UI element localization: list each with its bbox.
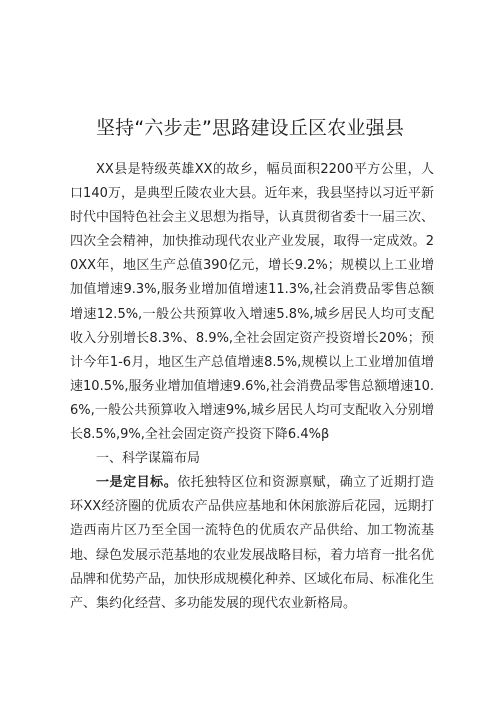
goal-paragraph [70,471,434,616]
intro-paragraph: XX县是特级英雄XX的故乡，幅员面积2200平方公里，人口140万，是典型丘陵农业大县。近年来，我县坚持以习近平新时代中国特色社会主义思想为指导，认真贯彻省委十一届三次、四次全会精神，加快推动现代农业产业发展，取得一定成效。20XX年，地区生产总值390亿元，增长9.2%；规模以上工业增加值增速9.3%,服务业增加值增速11.3%,社会消费品零售总额增速12.5%,一般公共预算收入增速5.8%,城乡居民人均可支配收入分别增长8.3%、8.9%,全社会固定资产投资增长20%；预计今年1-6月，地区生产总值增速8.5%,规模以上工业增加值增速10.5%,服务业增加值增速9.6%,社会消费品零售总额增速10.6%,一般公共预算收入增速9%,城乡居民人均可支配收入分别增长8.5%,9%,全社会固定资产投资下降6.4%β [70,162,435,443]
document-body [70,158,434,616]
goal-lead-text: 一是定目标。 [96,475,178,491]
goal-body-text: 依托独特区位和资源禀赋，确立了近期打造环XX经济圈的优质农产品供应基地和休闲旅游后花园，远期打造西南片区乃至全国一流特色的优质农产品供给、加工物流基地、绿色发展示范基地的农业发展战略目标，着力培育一批名优品牌和优势产品，加快形成规模化种养、区域化布局、标准化生产、集约化经营、多功能发展的现代农业新格局。 [70,475,435,611]
document-title: 坚持“六步走”思路建设丘区农业强县 [95,116,405,139]
section-heading-planning: 一、科学谋篇布局 [96,451,201,467]
